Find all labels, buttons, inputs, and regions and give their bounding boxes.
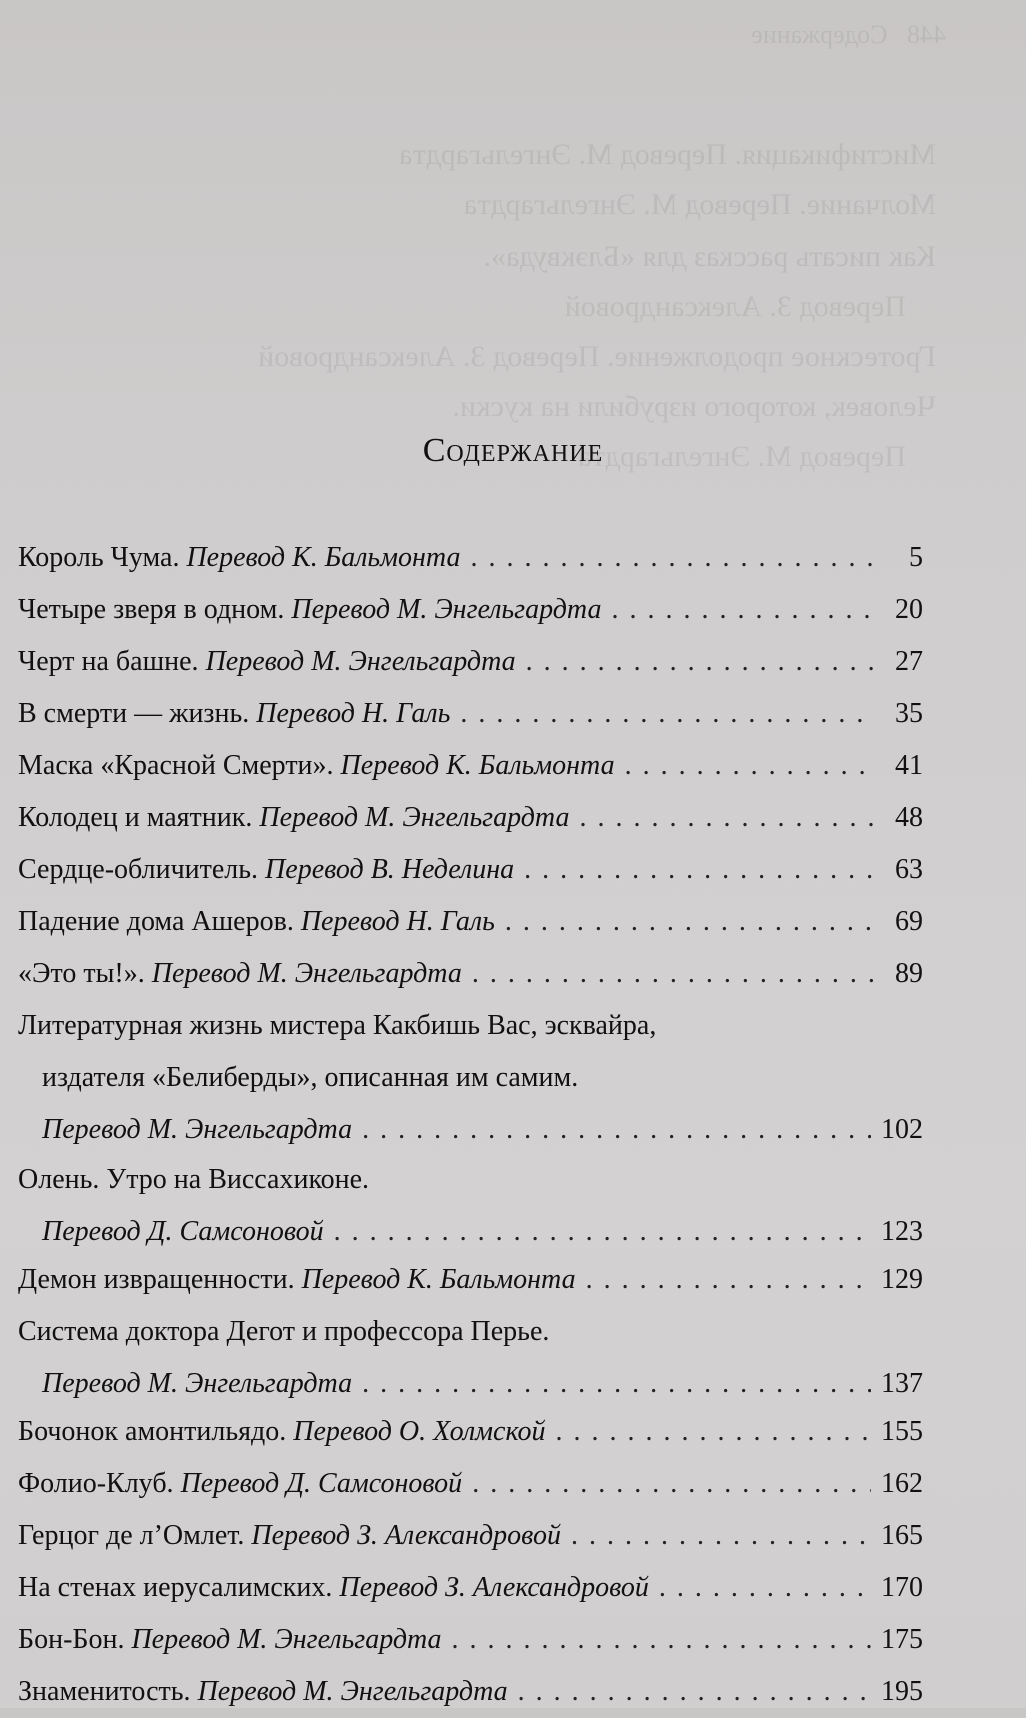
- work-title: «Это ты!».: [18, 958, 145, 989]
- translator: Перевод М. Энгельгардта: [42, 1368, 353, 1399]
- toc-entry: [18, 1306, 923, 1406]
- page-number: 102: [881, 1114, 923, 1145]
- translator: Перевод З. Александровой: [339, 1572, 649, 1603]
- toc-entry: [18, 896, 923, 948]
- work-title-line: Олень. Утро на Виссахиконе.: [18, 1164, 370, 1195]
- translator: Перевод К. Бальмонта: [186, 542, 461, 573]
- dot-leader: [460, 688, 875, 740]
- toc-entry: [18, 792, 923, 844]
- page-number: 63: [895, 854, 923, 885]
- work-title: Знаменитость.: [18, 1676, 191, 1707]
- page-title: Содержание: [422, 432, 604, 469]
- page-number: 155: [881, 1416, 923, 1447]
- toc-entry: [18, 1406, 923, 1458]
- toc-entry: [18, 1562, 923, 1614]
- toc-entry: [18, 1254, 923, 1306]
- translator: Перевод М. Энгельгардта: [205, 646, 516, 677]
- bleed-through-header: 448 Содержание: [751, 20, 946, 49]
- toc-entry: [18, 584, 923, 636]
- page-number: 41: [895, 750, 923, 781]
- dot-leader: [470, 532, 875, 584]
- toc-entry: [18, 1000, 923, 1154]
- translator: Перевод М. Энгельгардта: [291, 594, 602, 625]
- work-title: Четыре зверя в одном.: [18, 594, 285, 625]
- translator: Перевод Д. Самсоновой: [180, 1468, 463, 1499]
- bleed-through-line: Человек, которого изрубили на куски.: [452, 390, 936, 423]
- translator: Перевод М. Энгельгардта: [259, 802, 570, 833]
- work-title-line: Литературная жизнь мистера Какбишь Вас, эсквайра,: [18, 1010, 657, 1041]
- dot-leader: [472, 1458, 871, 1510]
- work-title-line: Система доктора Дегот и профессора Перье.: [18, 1316, 550, 1347]
- toc-entry: [18, 740, 923, 792]
- dot-leader: [334, 1206, 871, 1258]
- translator: Перевод Н. Галь: [300, 906, 495, 937]
- page-number: 35: [895, 698, 923, 729]
- bleed-through-line: Перевод М. Энгельгардта: [578, 440, 906, 473]
- work-title: Черт на башне.: [18, 646, 199, 677]
- page-number: 69: [895, 906, 923, 937]
- table-of-contents: [18, 532, 923, 1718]
- translator: Перевод В. Неделина: [265, 854, 515, 885]
- translator: Перевод К. Бальмонта: [301, 1264, 576, 1295]
- toc-entry: [18, 1510, 923, 1562]
- dot-leader: [505, 896, 875, 948]
- page-number: 129: [881, 1264, 923, 1295]
- page-number: 20: [895, 594, 923, 625]
- page-number: 165: [881, 1520, 923, 1551]
- work-title: Король Чума.: [18, 542, 180, 573]
- bleed-through-line: Перевод З. Александровой: [564, 290, 906, 323]
- work-title: Демон извращенности.: [18, 1264, 295, 1295]
- toc-entry: [18, 1458, 923, 1510]
- page-number: 48: [895, 802, 923, 833]
- dot-leader: [362, 1104, 871, 1156]
- toc-entry: [18, 1666, 923, 1718]
- dot-leader: [571, 1510, 871, 1562]
- page-number: 137: [881, 1368, 923, 1399]
- bleed-through-line: Молчание. Перевод М. Энгельгардта: [463, 188, 936, 221]
- dot-leader: [518, 1666, 871, 1718]
- dot-leader: [579, 792, 875, 844]
- page-number: 195: [881, 1676, 923, 1707]
- dot-leader: [625, 740, 875, 792]
- translator: Перевод М. Энгельгардта: [42, 1114, 353, 1145]
- translator: Перевод М. Энгельгардта: [197, 1676, 508, 1707]
- dot-leader: [524, 844, 875, 896]
- translator: Перевод О. Холмской: [293, 1416, 546, 1447]
- translator: Перевод Д. Самсоновой: [42, 1216, 324, 1247]
- bleed-through-line: Как писать рассказ для «Блэквуда».: [483, 240, 936, 273]
- page-number: 5: [909, 542, 923, 573]
- work-title-line: издателя «Белиберды», описанная им самим.: [42, 1062, 579, 1093]
- work-title: В смерти — жизнь.: [18, 698, 250, 729]
- work-title: Колодец и маятник.: [18, 802, 253, 833]
- toc-entry: [18, 532, 923, 584]
- page-number: 123: [881, 1216, 923, 1247]
- work-title: Падение дома Ашеров.: [18, 906, 294, 937]
- work-title: На стенах иерусалимских.: [18, 1572, 333, 1603]
- translator: Перевод З. Александровой: [251, 1520, 561, 1551]
- dot-leader: [362, 1358, 871, 1410]
- dot-leader: [472, 948, 875, 1000]
- toc-entry: [18, 844, 923, 896]
- toc-entry: [18, 948, 923, 1000]
- work-title: Маска «Красной Смерти».: [18, 750, 334, 781]
- page-number: 162: [881, 1468, 923, 1499]
- page-number: 175: [881, 1624, 923, 1655]
- dot-leader: [659, 1562, 871, 1614]
- toc-entry: [18, 1614, 923, 1666]
- translator: Перевод М. Энгельгардта: [131, 1624, 442, 1655]
- page-number: 89: [895, 958, 923, 989]
- dot-leader: [586, 1254, 871, 1306]
- work-title: Герцог де л’Омлет.: [18, 1520, 245, 1551]
- translator: Перевод Н. Галь: [256, 698, 451, 729]
- bleed-through-line: Гротескное продолжение. Перевод З. Александровой: [258, 340, 936, 373]
- translator: Перевод М. Энгельгардта: [151, 958, 462, 989]
- work-title: Фолио-Клуб.: [18, 1468, 174, 1499]
- translator: Перевод К. Бальмонта: [340, 750, 615, 781]
- page-number: 170: [881, 1572, 923, 1603]
- dot-leader: [611, 584, 875, 636]
- work-title: Сердце-обличитель.: [18, 854, 259, 885]
- toc-entry: [18, 1154, 923, 1254]
- bleed-through-line: Мистификация. Перевод М. Энгельгардта: [399, 138, 936, 171]
- page-number: 27: [895, 646, 923, 677]
- work-title: Бон-Бон.: [18, 1624, 125, 1655]
- dot-leader: [526, 636, 875, 688]
- work-title: Бочонок амонтильядо.: [18, 1416, 287, 1447]
- dot-leader: [452, 1614, 871, 1666]
- toc-entry: [18, 636, 923, 688]
- dot-leader: [556, 1406, 871, 1458]
- toc-entry: [18, 688, 923, 740]
